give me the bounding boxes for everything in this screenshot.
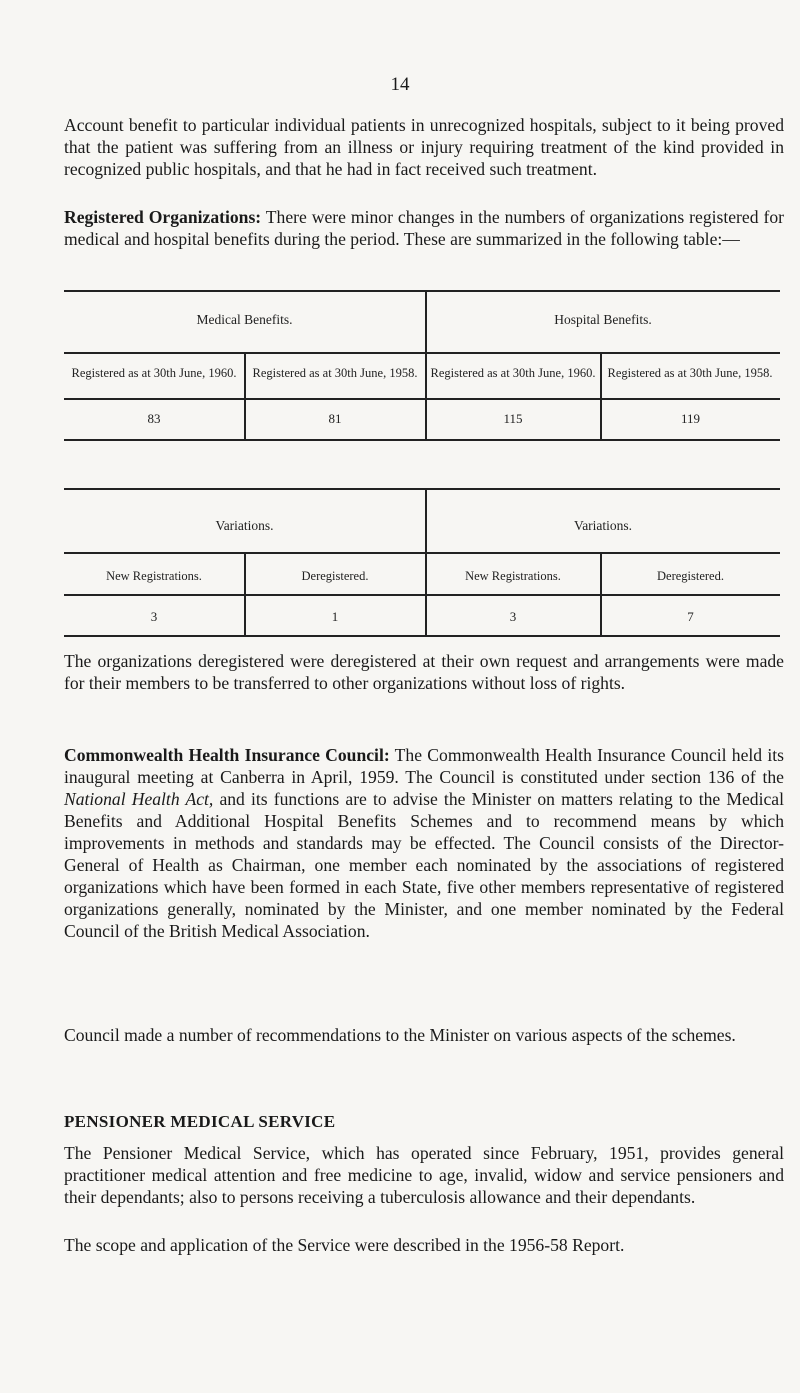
act-name: National Health Act, — [64, 789, 214, 809]
registered-organizations-text: There were minor changes in the numbers of organizations registered for medical and hospital benefits during the period. These are summarized in the following table:— — [64, 207, 784, 249]
page-number: 14 — [390, 74, 410, 95]
header-hospital-1958: Registered as at 30th June, 1958. — [607, 366, 773, 380]
table-registered-counts — [64, 290, 780, 440]
paragraph-insurance-council — [64, 744, 784, 942]
header-medical-dereg: Deregistered. — [301, 569, 369, 583]
value-hospital-1960: 115 — [503, 411, 523, 426]
value-medical-dereg: 1 — [331, 609, 339, 624]
header-medical-1958: Registered as at 30th June, 1958. — [252, 366, 418, 380]
paragraph-registered-organizations — [64, 206, 784, 250]
header-hospital-new: New Registrations. — [465, 569, 561, 583]
council-text-b: and its functions are to advise the Minister on matters relating to the Medical Benefits and Additional Hospital Benefits Schemes and to recommend means by which improvements in methods and standards may be effected. The Council consists of the Director-General of Health as Chairman, one member each nominated by the associations of registered organizations which have been formed in each State, five other members representative of registered organizations generally, nominated by the Minister, and one member nominated by the Federal Council of the British Medical Association. — [64, 789, 784, 941]
council-text-a: The Commonwealth Health Insurance Council held its inaugural meeting at Canberra in April, 1959. The Council is constituted under section 136 of the — [64, 745, 785, 787]
paragraph-pensioner-service: The Pensioner Medical Service, which has operated since February, 1951, provides general practitioner medical attention and free medicine to age, invalid, widow and service pensioners and their dependants; also to persons receiving a tuberculosis allowance and their dependants. — [64, 1143, 784, 1207]
header-medical-new: New Registrations. — [106, 569, 202, 583]
lead-insurance-council: Commonwealth Health Insurance Council: — [64, 745, 390, 765]
section-heading-pensioner-medical-service: PENSIONER MEDICAL SERVICE — [64, 1112, 336, 1131]
value-medical-1958: 81 — [328, 411, 342, 426]
paragraph-recommendations: Council made a number of recommendations to the Minister on various aspects of the schemes. — [64, 1025, 736, 1045]
paragraph-scope: The scope and application of the Service were described in the 1956-58 Report. — [64, 1235, 625, 1255]
value-medical-1960: 83 — [147, 411, 161, 426]
header-hospital-dereg: Deregistered. — [657, 569, 724, 583]
value-hospital-dereg: 7 — [687, 609, 694, 624]
lead-registered-organizations: Registered Organizations: — [64, 207, 262, 227]
paragraph-account-benefit: Account benefit to particular individual patients in unrecognized hospitals, subject to it being proved that the patient was suffering from an illness or injury requiring treatment of the kind provided in recognized public hospitals, and that he had in fact received such treatment. — [64, 115, 784, 179]
paragraph-deregistered: The organizations deregistered were deregistered at their own request and arrangements were made for their members to be transferred to other organizations without loss of rights. — [64, 651, 784, 693]
group-hospital-benefits: Hospital Benefits. — [554, 312, 652, 327]
group-variations-hospital: Variations. — [573, 518, 633, 533]
group-variations-medical: Variations. — [215, 518, 274, 533]
table-variations — [64, 488, 780, 636]
value-medical-new: 3 — [150, 609, 158, 624]
value-hospital-1958: 119 — [680, 411, 701, 426]
header-hospital-1960: Registered as at 30th June, 1960. — [430, 366, 596, 380]
header-medical-1960: Registered as at 30th June, 1960. — [71, 366, 237, 380]
value-hospital-new: 3 — [509, 609, 517, 624]
group-medical-benefits: Medical Benefits. — [196, 312, 293, 327]
